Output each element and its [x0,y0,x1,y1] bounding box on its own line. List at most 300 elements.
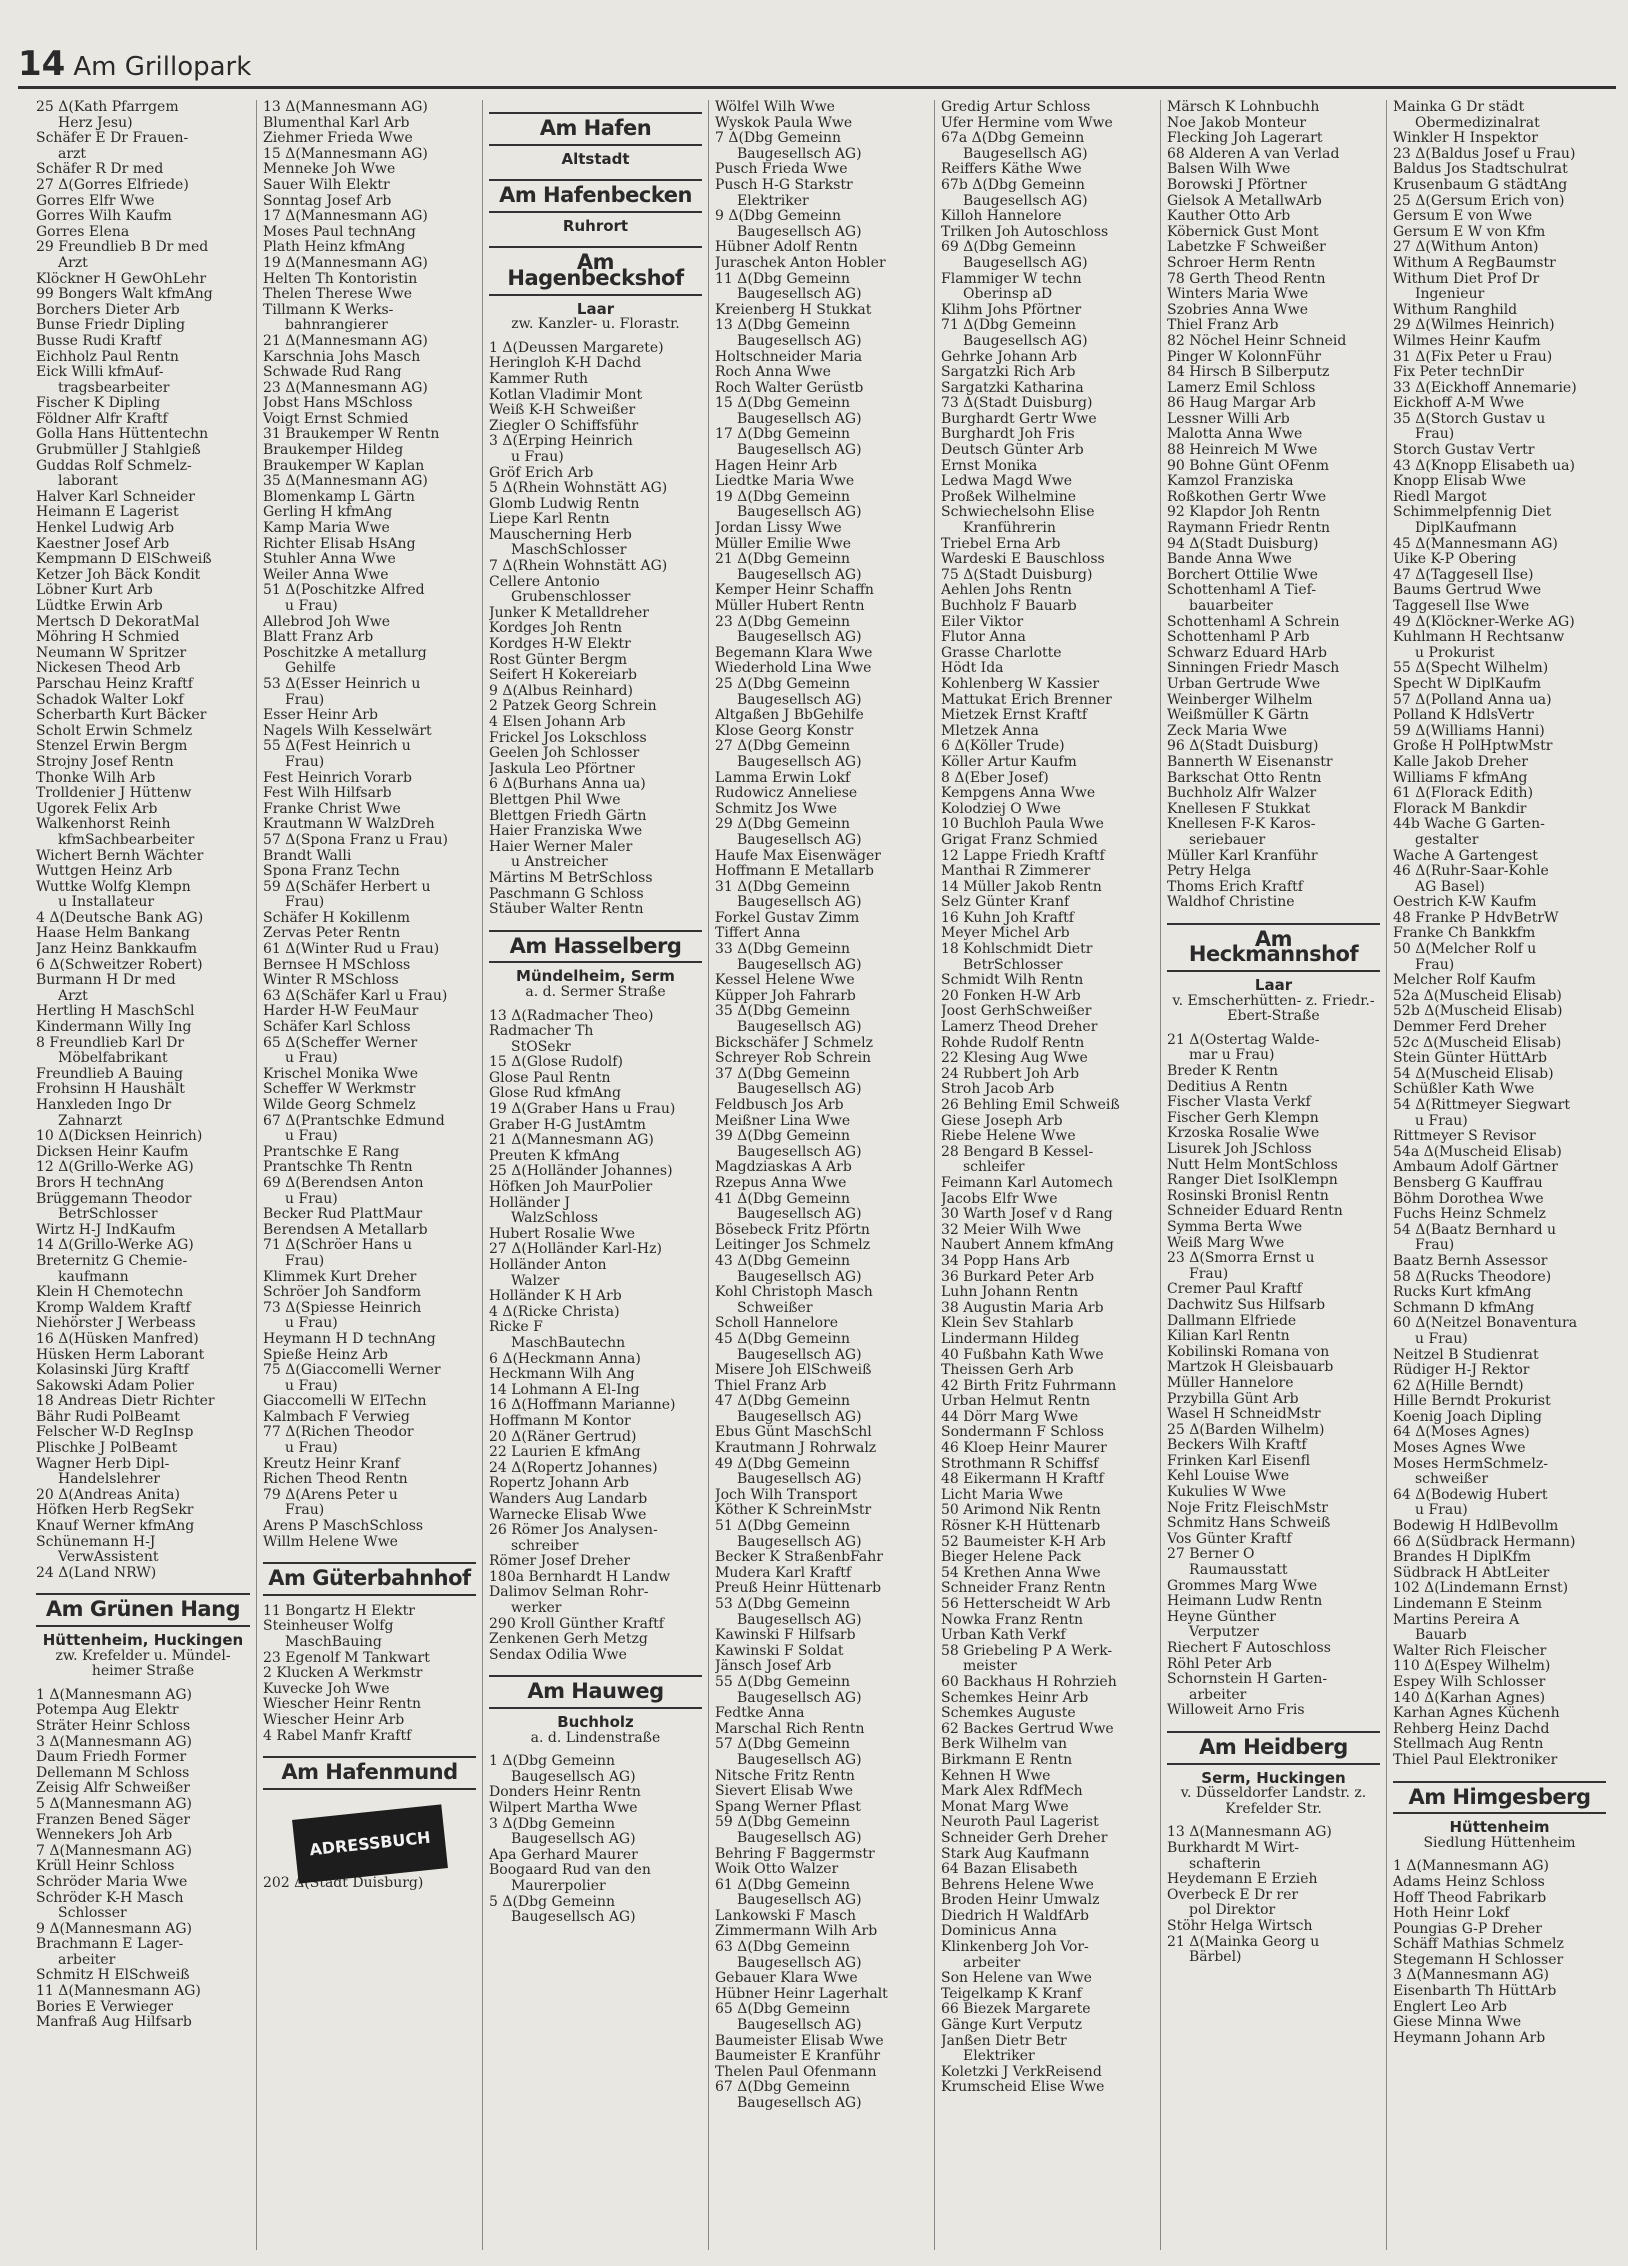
directory-entry: Schneider Gerh Dreher [941,1830,1108,1846]
directory-entry: Fuchs Heinz Schmelz [1393,1207,1546,1223]
directory-entry: Hanxleden Ingo Dr [36,1098,172,1113]
directory-entry: Liedtke Maria Wwe [715,474,855,490]
directory-entry: Birkmann E Rentn [941,1752,1073,1768]
directory-entry: 11 Δ(Mannesmann AG) [36,1984,201,2000]
directory-entry: Becker Rud PlattMaur [263,1207,423,1223]
directory-entry: Raumausstatt [1189,1563,1288,1579]
directory-entry: Niehörster J Werbeass [36,1316,196,1332]
directory-entry: Hille Berndt Prokurist [1393,1394,1551,1410]
directory-entry: Melcher Rolf Kaufm [1393,973,1536,989]
street-name: Am Hafenmund [263,1756,476,1790]
directory-entry: Klose Georg Konstr [715,723,854,739]
street-heading [263,1756,476,1790]
directory-entry: 13 Δ(Mannesmann AG) [263,100,428,115]
directory-entry: Römer Josef Dreher [489,1554,631,1570]
directory-entry: Löbner Kurt Arb [36,583,153,599]
directory-entry: Flecking Joh Lagerart [1167,131,1323,147]
directory-entry: Rittmeyer S Revisor [1393,1129,1536,1145]
street-heading [489,930,702,1001]
directory-entry: Kuvecke Joh Wwe [263,1681,390,1697]
directory-entry: 14 Δ(Grillo-Werke AG) [36,1238,194,1254]
directory-entry: BetrSchlosser [963,957,1063,973]
directory-entry: Wichert Bernh Wächter [36,848,204,864]
directory-entry: 51 Δ(Poschitzke Alfred [263,583,425,599]
directory-entry: Petry Helga [1167,864,1252,880]
directory-entry: Fischer Vlasta Verkf [1167,1095,1311,1111]
directory-entry: Walkenhorst Reinh [36,817,171,833]
directory-entry: Janßen Dietr Betr [941,2033,1067,2049]
directory-entry: Sinningen Friedr Masch [1167,661,1340,677]
directory-entry: Schäff Mathias Schmelz [1393,1937,1564,1953]
directory-entry: 27 Δ(Holländer Karl-Hz) [489,1242,662,1258]
directory-entry: Ziegler O Schiffsführ [489,418,639,434]
street-heading [263,1562,476,1596]
directory-entry: Baugesellsch AG) [737,1752,862,1768]
directory-entry: Krautmann J Rohrwalz [715,1441,877,1457]
directory-entry: schafterin [1189,1856,1261,1872]
directory-entry: Gersum E von Wwe [1393,209,1533,225]
directory-entry: Wyskok Paula Wwe [715,115,853,131]
directory-entry: 52b Δ(Muscheid Elisab) [1393,1004,1563,1020]
directory-entry: Sauer Wilh Elektr [263,177,390,193]
directory-entry: arbeiter [1189,1687,1247,1703]
directory-entry: 36 Burkard Peter Arb [941,1269,1095,1285]
directory-entry: Withum Diet Prof Dr [1393,271,1540,287]
directory-entry: Giaccomelli W ElTechn [263,1394,427,1410]
directory-entry: Jänsch Josef Arb [715,1659,832,1675]
directory-entry: Spieße Heinz Arb [263,1347,388,1363]
directory-entry: Jacobs Elfr Wwe [941,1191,1058,1207]
directory-entry: Schlosser [58,1906,127,1922]
directory-entry: Haier Werner Maler [489,839,633,855]
directory-entry: Eisenbarth Th HüttArb [1393,1984,1557,2000]
street-district: zw. Kanzler- u. Florastr. [511,316,680,333]
directory-entry: 25 Δ(Barden Wilhelm) [1167,1422,1325,1438]
directory-entry: 94 Δ(Stadt Duisburg) [1167,536,1319,552]
directory-entry: 21 Δ(Mainka Georg u [1167,1934,1320,1950]
directory-entry: Kawinski F Hilfsarb [715,1628,856,1644]
street-name: Am Heckmannshof [1167,923,1380,972]
directory-entry: Rucks Kurt kfmAng [1393,1285,1532,1301]
directory-entry: 92 Klapdor Joh Rentn [1167,505,1321,521]
directory-entry: Frohsinn H Haushält [36,1082,185,1098]
directory-entry: Knellesen F Stukkat [1167,801,1311,817]
directory-entry: Sievert Elisab Wwe [715,1784,854,1800]
directory-entry: Rösner K-H Hüttenarb [941,1519,1101,1535]
directory-entry: Gänge Kurt Verputz [941,2018,1082,2034]
directory-entry: 61 Δ(Winter Rud u Frau) [263,942,440,958]
directory-entry: Verputzer [1189,1625,1259,1641]
directory-entry: Neitzel B Studienrat [1393,1347,1539,1363]
directory-entry: Theissen Gerh Arb [941,1363,1074,1379]
columns [30,100,1612,2250]
directory-entry: Baugesellsch AG) [737,567,862,583]
directory-entry: 26 Behling Emil Schweiß [941,1098,1120,1113]
directory-entry: 68 Alderen A van Verlad [1167,146,1340,162]
directory-entry: 79 Δ(Arens Peter u [263,1487,398,1503]
directory-entry: Ebus Günt MaschSchl [715,1425,872,1441]
directory-entry: 20 Δ(Räner Gertrud) [489,1429,637,1445]
directory-entry: kfmSachbearbeiter [58,832,195,848]
street-district: Hüttenheim, Huckingen [42,1631,244,1649]
directory-entry: Boogaard Rud van den [489,1863,651,1879]
directory-entry: Bories E Verwieger [36,1999,173,2015]
directory-entry: 24 Δ(Ropertz Johannes) [489,1460,658,1476]
directory-entry: Krumscheid Elise Wwe [941,2080,1105,2096]
directory-entry: Klimmek Kurt Dreher [263,1269,417,1285]
directory-entry: Baugesellsch AG) [963,255,1088,271]
directory-entry: 49 Δ(Dbg Gemeinn [715,1456,850,1472]
directory-entry: Heymann H D technAng [263,1331,436,1347]
directory-entry: Lessner Willi Arb [1167,411,1290,427]
directory-entry: Rudowicz Anneliese [715,786,858,802]
directory-entry: 180a Bernhardt H Landw [489,1569,671,1585]
adressbuch-stamp: ADRESSBUCH [292,1804,448,1883]
directory-entry: Baugesellsch AG) [737,443,862,459]
directory-entry: Donders Heinr Rentn [489,1785,641,1801]
directory-entry: 75 Δ(Stadt Duisburg) [941,567,1093,583]
directory-entry: 27 Δ(Gorres Elfriede) [36,177,189,193]
directory-entry: 3 Δ(Dbg Gemeinn [489,1816,616,1832]
directory-entry: Dominicus Anna [941,1924,1057,1940]
directory-entry: u Installateur [58,895,155,911]
directory-entry: Blettgen Phil Wwe [489,792,621,808]
directory-entry: Adams Heinz Schloss [1393,1874,1545,1890]
directory-entry: Stegemann H Schlosser [1393,1952,1564,1968]
directory-entry: schreiber [511,1538,579,1554]
directory-entry: Aehlen Johs Rentn [941,583,1072,599]
directory-entry: Frau) [285,895,325,911]
directory-entry: Haufe Max Eisenwäger [715,848,881,864]
directory-entry: 4 Elsen Johann Arb [489,715,626,730]
directory-entry: 82 Nöchel Heinr Schneid [1167,333,1347,349]
directory-entry: 1 Δ(Deussen Margarete) [489,340,664,356]
directory-entry: Kindermann Willy Ing [36,1020,192,1036]
directory-entry: Köther K SchreinMstr [715,1503,872,1519]
directory-entry: Nutt Helm MontSchloss [1167,1157,1338,1173]
street-heading [1167,923,1380,1025]
directory-entry: u Anstreicher [511,855,608,871]
directory-entry: Junker K Metalldreher [489,605,649,621]
directory-entry: 52c Δ(Muscheid Elisab) [1393,1035,1562,1051]
directory-entry: 66 Δ(Südbrack Hermann) [1393,1534,1576,1550]
directory-entry: 69 Δ(Dbg Gemeinn [941,240,1076,256]
directory-entry: 10 Buchloh Paula Wwe [941,817,1104,833]
directory-entry: 22 Klesing Aug Wwe [941,1051,1088,1067]
directory-entry: Esser Heinr Arb [263,708,378,724]
directory-entry: 23 Δ(Dbg Gemeinn [715,614,850,630]
directory-entry: kaufmann [58,1269,129,1285]
directory-entry: 15 Δ(Dbg Gemeinn [715,396,850,412]
directory-entry: Seifert H Kokereiarb [489,668,637,684]
directory-entry: Mletzek Anna [941,723,1039,739]
directory-entry: Riedl Margot [1393,489,1487,505]
directory-entry: Baugesellsch AG) [737,1020,862,1036]
directory-entry: Rosinski Bronisl Rentn [1167,1188,1329,1204]
directory-entry: Warnecke Elisab Wwe [489,1507,647,1523]
directory-entry: Borchers Dieter Arb [36,302,180,318]
directory-entry: Möbelfabrikant [58,1051,168,1067]
directory-entry: Riebe Helene Wwe [941,1129,1076,1145]
directory-entry: 40 Fußbahn Kath Wwe [941,1347,1104,1363]
directory-entry: 67b Δ(Dbg Gemeinn [941,177,1085,193]
directory-entry: Scholl Hannelore [715,1316,839,1332]
directory-entry: Prantschke E Rang [263,1144,400,1160]
directory-entry: Trilken Joh Autoschloss [941,224,1109,240]
directory-entry: Wardeski E Bauschloss [941,552,1105,568]
directory-entry: 44b Wache G Garten- [1393,817,1545,833]
directory-entry: arbeiter [58,1952,116,1968]
directory-entry: Mainka G Dr städt [1393,100,1525,115]
directory-entry: Spang Werner Pflast [715,1799,861,1815]
directory-entry: Thoms Erich Kraftf [1167,879,1303,895]
directory-entry: Richter Elisab HsAng [263,536,416,552]
directory-entry: Müller Hubert Rentn [715,599,865,614]
directory-entry: Kilian Karl Rentn [1167,1329,1290,1345]
directory-entry: 7 Δ(Rhein Wohnstätt AG) [489,559,668,575]
directory-entry: Neuroth Paul Lagerist [941,1815,1099,1831]
directory-entry: Eickhoff A-M Wwe [1393,396,1525,412]
directory-entry: Stöhr Helga Wirtsch [1167,1918,1313,1934]
directory-entry: Pusch H-G Starkstr [715,177,853,193]
directory-entry: 11 Bongartz H Elektr [263,1603,415,1619]
directory-entry: mar u Frau) [1189,1048,1275,1064]
directory-entry: Hödt Ida [941,661,1004,677]
directory-entry: Müller Emilie Wwe [715,536,852,552]
directory-entry: Moses Paul technAng [263,224,416,240]
directory-entry: Vos Günter Kraftf [1167,1531,1292,1547]
directory-entry: Heringloh K-H Dachd [489,356,642,372]
street-district: Buchholz [557,1713,634,1732]
directory-entry: 45 Δ(Mannesmann AG) [1393,536,1558,552]
street-heading [1393,1781,1606,1852]
directory-entry: Roßkothen Gertr Wwe [1167,489,1327,505]
directory-entry: Eick Willi kfmAuf- [36,365,164,381]
directory-entry: Schottenhaml A Schrein [1167,614,1340,630]
directory-entry: Bunse Friedr Dipling [36,318,186,334]
directory-entry: 110 Δ(Espey Wilhelm) [1393,1659,1551,1675]
directory-entry: Baugesellsch AG) [737,754,862,770]
directory-entry: Franzen Bened Säger [36,1812,191,1828]
directory-entry: Kordges Joh Rentn [489,621,623,637]
directory-entry: 16 Δ(Hoffmann Marianne) [489,1398,676,1414]
directory-entry: Urban Helmut Rentn [941,1394,1091,1410]
directory-entry: 31 Δ(Dbg Gemeinn [715,879,850,895]
directory-entry: Knopp Elisab Wwe [1393,474,1527,490]
directory-entry: Frau) [1189,1266,1229,1282]
directory-entry: Willoweit Arno Fris [1167,1703,1305,1719]
directory-entry: Kreutz Heinr Kranf [263,1456,400,1472]
directory-entry: Stuhler Anna Wwe [263,552,396,568]
directory-entry: Szobries Anna Wwe [1167,302,1309,318]
directory-entry: Ketzer Joh Bäck Kondit [36,567,201,583]
directory-entry: Baugesellsch AG) [737,1534,862,1550]
directory-entry: Espey Wilh Schlosser [1393,1674,1546,1690]
directory-entry: Rost Günter Bergm [489,652,628,668]
directory-entry: 62 Backes Gertrud Wwe [941,1721,1114,1737]
directory-entry: Halver Karl Schneider [36,489,195,505]
directory-entry: Geelen Joh Schlosser [489,746,640,762]
directory-entry: Killoh Hannelore [941,209,1062,225]
directory-entry: Naubert Annem kfmAng [941,1238,1114,1254]
directory-entry: Karschnia Johs Masch [263,349,421,365]
directory-entry: Poschitzke A metallurg [263,645,427,661]
directory-column-3 [482,100,708,2250]
directory-entry: 73 Δ(Spiesse Heinrich [263,1300,422,1316]
directory-column-5 [934,100,1160,2250]
directory-entry: 71 Δ(Schröer Hans u [263,1238,413,1254]
directory-entry: Baugesellsch AG) [737,957,862,973]
directory-entry: Baugesellsch AG) [737,1207,862,1223]
directory-entry: Krischel Monika Wwe [263,1066,419,1082]
directory-entry: Knauf Werner kfmAng [36,1519,195,1535]
directory-entry: Baugesellsch AG) [737,505,862,521]
directory-entry: 54 Δ(Muscheid Elisab) [1393,1066,1554,1082]
directory-entry: Franke Ch Bankkfm [1393,926,1536,942]
directory-entry: Diedrich H WaldfArb [941,1908,1089,1924]
directory-entry: Schwade Rud Rang [263,365,402,381]
directory-entry: Arzt [58,255,88,271]
directory-entry: Zimmermann Wilh Arb [715,1924,878,1940]
directory-entry: 23 Δ(Baldus Josef u Frau) [1393,146,1576,162]
directory-entry: Kohlenberg W Kassier [941,676,1100,692]
directory-entry: Giese Joseph Arb [941,1113,1063,1129]
directory-entry: Voigt Ernst Schmied [263,411,409,427]
directory-entry: Kolodziej O Wwe [941,801,1061,817]
directory-entry: Lindermann Hildeg [941,1331,1080,1347]
directory-entry: bahnrangierer [285,318,388,334]
directory-entry: Franke Christ Wwe [263,801,401,817]
directory-entry: Heymann Johann Arb [1393,2030,1546,2046]
directory-entry: Märsch K Lohnbuchh [1167,100,1320,115]
directory-entry: 12 Lappe Friedh Kraftf [941,848,1105,864]
directory-entry: 5 Δ(Dbg Gemeinn [489,1894,616,1910]
directory-entry: 26 Römer Jos Analysen- [489,1523,658,1539]
directory-entry: Richen Theod Rentn [263,1472,408,1488]
directory-entry: Hoffmann M Kontor [489,1413,631,1429]
directory-entry: Mauscherning Herb [489,527,632,543]
directory-entry: Mertsch D DekoratMal [36,614,200,630]
directory-entry: Gersum E W von Kfm [1393,224,1546,240]
directory-entry: Martins Pereira A [1393,1612,1520,1628]
directory-entry: Licht Maria Wwe [941,1487,1064,1503]
directory-entry: Wiederhold Lina Wwe [715,661,872,677]
directory-entry: 59 Δ(Dbg Gemeinn [715,1815,850,1831]
directory-entry: Lisurek Joh JSchloss [1167,1142,1312,1157]
directory-entry: Strojny Josef Rentn [36,754,174,770]
directory-entry: 88 Heinreich M Wwe [1167,443,1318,459]
directory-entry: Baumeister Elisab Wwe [715,2033,884,2049]
directory-entry: 58 Δ(Rucks Theodore) [1393,1269,1552,1285]
directory-entry: Deditius A Rentn [1167,1079,1288,1095]
directory-entry: Wennekers Joh Arb [36,1828,173,1844]
directory-entry: Sendax Odilia Wwe [489,1647,627,1663]
directory-entry: Withum Ranghild [1393,302,1518,318]
directory-entry: Schmidt Wilh Rentn [941,973,1084,989]
directory-entry: Frau) [1415,427,1455,443]
directory-entry: 65 Δ(Dbg Gemeinn [715,2002,850,2018]
directory-entry: Lindemann E Steinm [1393,1597,1543,1612]
directory-entry: MaschBauing [285,1635,382,1650]
directory-entry: Kempmann D ElSchweiß [36,552,212,568]
page-number: 14 [18,44,66,84]
directory-entry: Helten Th Kontoristin [263,271,418,287]
directory-entry: 2 Patzek Georg Schrein [489,699,657,715]
directory-entry: Baugesellsch AG) [737,895,862,911]
directory-entry: Baugesellsch AG) [737,1144,862,1160]
directory-entry: Grubenschlosser [511,590,631,606]
directory-entry: Sakowski Adam Polier [36,1378,194,1394]
street-name: Am Himgesberg [1393,1781,1606,1815]
directory-entry: Flutor Anna [941,630,1026,646]
directory-entry: Lamma Erwin Lokf [715,770,851,786]
directory-entry: Henkel Ludwig Arb [36,521,175,537]
directory-entry: gestalter [1415,832,1479,848]
directory-entry: Eiler Viktor [941,614,1024,630]
directory-entry: Baumeister E Kranführ [715,2049,881,2065]
directory-entry: Ziehmer Frieda Wwe [263,131,413,147]
directory-entry: 25 Δ(Holländer Johannes) [489,1164,673,1180]
directory-entry: Stein Günter HüttArb [1393,1051,1547,1067]
directory-entry: Lüdtke Erwin Arb [36,599,163,614]
directory-entry: Labetzke F Schweißer [1167,240,1326,256]
directory-entry: Schemkes Heinr Arb [941,1690,1089,1706]
directory-entry: Koletzki J VerkReisend [941,2064,1102,2080]
directory-entry: Gorres Elena [36,224,130,240]
directory-entry: Blumenthal Karl Arb [263,115,410,131]
directory-entry: Magdziaskas A Arb [715,1160,852,1176]
directory-entry: Frau) [1415,1238,1455,1254]
directory-entry: Nowka Franz Rentn [941,1612,1084,1628]
directory-entry: 90 Bohne Günt OFenm [1167,458,1330,474]
directory-entry: Weinberger Wilhelm [1167,692,1313,708]
directory-entry: Hübner Heinr Lagerhalt [715,1986,888,2002]
directory-entry: 47 Δ(Dbg Gemeinn [715,1394,850,1410]
directory-entry: Stroh Jacob Arb [941,1082,1055,1098]
directory-entry: Baugesellsch AG) [737,224,862,240]
directory-entry: Jordan Lissy Wwe [715,521,842,537]
directory-entry: Juraschek Anton Hobler [715,255,886,271]
directory-entry: u Frau) [285,1378,338,1394]
street-name: Am Hafen [489,112,702,146]
directory-entry: Brandt Walli [263,848,352,864]
directory-entry: Triebel Erna Arb [941,536,1061,552]
directory-entry: 51 Δ(Dbg Gemeinn [715,1519,850,1535]
directory-entry: 13 Δ(Mannesmann AG) [1167,1825,1332,1841]
directory-entry: Eichholz Paul Rentn [36,349,179,365]
directory-entry: Kranführerin [963,521,1056,537]
directory-entry: Ugorek Felix Arb [36,801,158,817]
directory-entry: 53 Δ(Esser Heinrich u [263,676,421,692]
directory-entry: 3 Δ(Erping Heinrich [489,434,633,450]
directory-entry: Mietzek Ernst Kraftf [941,708,1087,724]
directory-entry: 35 Δ(Dbg Gemeinn [715,1004,850,1020]
directory-entry: 48 Franke P HdvBetrW [1393,910,1559,926]
street-district: Hüttenheim [1449,1818,1550,1837]
directory-entry: laborant [58,474,118,490]
directory-entry: Teigelkamp K Kranf [941,1986,1082,2002]
directory-entry: Märtins M BetrSchloss [489,870,653,886]
directory-entry: 9 Δ(Albus Reinhard) [489,683,633,699]
directory-entry: Jaskula Leo Pförtner [489,761,635,777]
directory-entry: Freundlieb A Bauing [36,1066,184,1082]
street-heading [489,112,702,167]
directory-entry: Fix Peter technDir [1393,365,1524,381]
directory-entry: Gebauer Klara Wwe [715,1971,858,1987]
directory-entry: Heckmann Wilh Ang [489,1367,635,1383]
directory-entry: Müller Hannelore [1167,1375,1294,1391]
directory-entry: u Frau) [285,1051,338,1067]
